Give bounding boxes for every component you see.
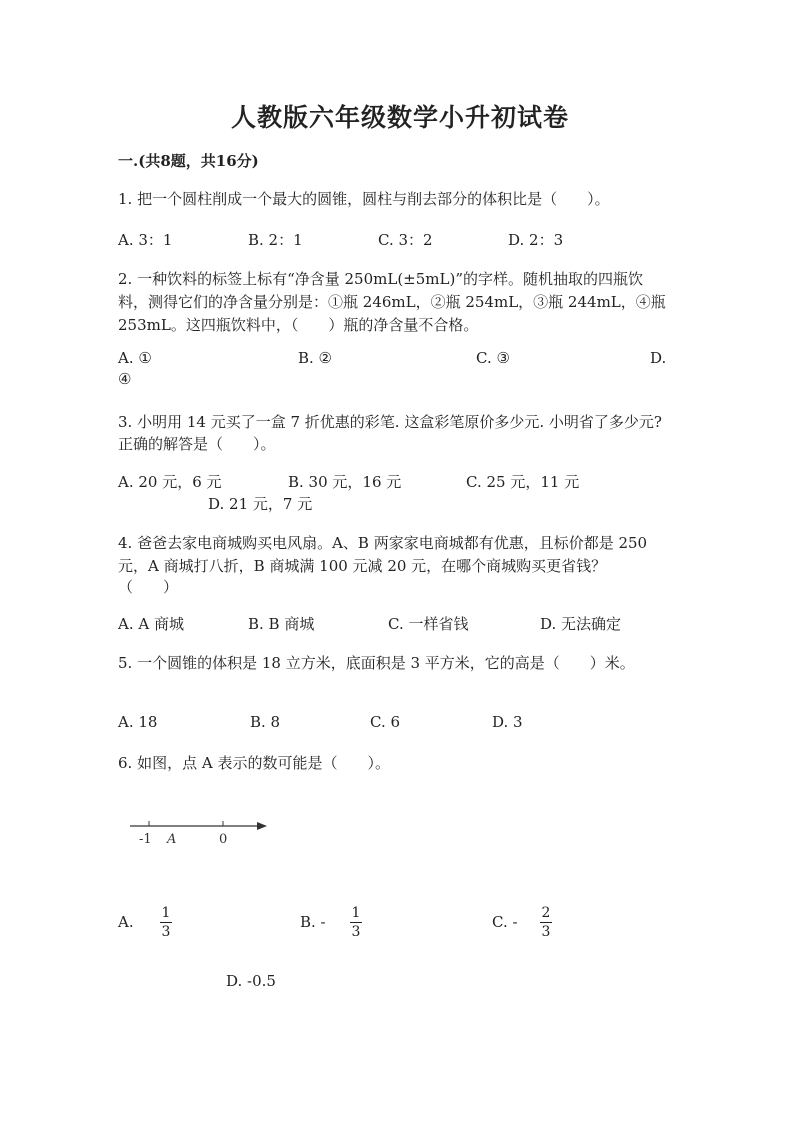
label-minus-one: -1: [139, 832, 152, 847]
fraction-bar: [540, 922, 552, 923]
fraction-numerator: 1: [351, 905, 361, 921]
q4-option-a: A. A 商城: [118, 615, 184, 633]
q4-option-b: B. B 商城: [248, 615, 315, 633]
q2-option-d: D.: [650, 349, 667, 367]
q4-stem-line-2: 元，A 商城打八折，B 商城满 100 元减 20 元，在哪个商城购买更省钱？: [118, 557, 607, 575]
fraction-denominator: 3: [541, 924, 551, 940]
fraction-denominator: 3: [161, 924, 171, 940]
number-line-figure: [125, 816, 275, 852]
exam-title: 人教版六年级数学小升初试卷: [230, 103, 569, 132]
label-zero: 0: [219, 832, 228, 847]
q3-stem-line-2: 正确的解答是（ ）。: [118, 435, 276, 453]
q1-stem: 1. 把一个圆柱削成一个最大的圆锥，圆柱与削去部分的体积比是（ ）。: [118, 190, 610, 208]
q6-option-c-label: C. -: [492, 913, 518, 931]
q6-option-b-label: B. -: [300, 913, 326, 931]
q2-stem-line-2: 料，测得它们的净含量分别是：①瓶 246mL，②瓶 254mL，③瓶 244mL，④瓶: [118, 293, 666, 311]
q2-stem-line-1: 2. 一种饮料的标签上标有“净含量 250mL(±5mL)”的字样。随机抽取的四瓶饮: [118, 270, 644, 288]
label-point-a: A: [167, 832, 177, 847]
q1-option-d: D. 2：3: [508, 231, 564, 249]
q3-option-a: A. 20 元，6 元: [118, 473, 222, 491]
q5-option-b: B. 8: [250, 713, 281, 731]
q5-option-d: D. 3: [492, 713, 523, 731]
q2-option-b: B. ②: [298, 349, 333, 367]
q4-option-c: C. 一样省钱: [388, 615, 469, 633]
section-heading: 一.(共8题，共16分): [118, 152, 259, 170]
q5-option-c: C. 6: [370, 713, 401, 731]
q4-stem-line-3: （ ）: [118, 578, 179, 596]
q2-option-a: A. ①: [118, 349, 152, 367]
q6-option-b-fraction: [350, 905, 362, 940]
q3-option-d: D. 21 元，7 元: [208, 495, 313, 513]
q1-option-c: C. 3：2: [378, 231, 433, 249]
q5-option-a: A. 18: [118, 713, 158, 731]
number-line-arrow: [257, 822, 267, 830]
q6-option-a-fraction: [160, 905, 172, 940]
q4-stem-line-1: 4. 爸爸去家电商城购买电风扇。A、B 两家家电商城都有优惠，且标价都是 250: [118, 534, 648, 552]
q2-option-d-value: ④: [118, 370, 132, 388]
fraction-numerator: 2: [541, 905, 551, 921]
fraction-denominator: 3: [351, 924, 361, 940]
q1-option-a: A. 3：1: [118, 231, 173, 249]
q3-option-b: B. 30 元，16 元: [288, 473, 402, 491]
q2-stem-line-3: 253mL。这四瓶饮料中，（ ）瓶的净含量不合格。: [118, 316, 479, 334]
q2-option-c: C. ③: [476, 349, 510, 367]
fraction-numerator: 1: [161, 905, 171, 921]
q4-option-d: D. 无法确定: [540, 615, 622, 633]
q1-option-b: B. 2：1: [248, 231, 303, 249]
q3-option-c: C. 25 元，11 元: [466, 473, 580, 491]
fraction-bar: [160, 922, 172, 923]
q6-option-a-label: A.: [118, 913, 134, 931]
fraction-bar: [350, 922, 362, 923]
q6-stem: 6. 如图，点 A 表示的数可能是（ ）。: [118, 754, 390, 772]
q3-stem-line-1: 3. 小明用 14 元买了一盒 7 折优惠的彩笔. 这盒彩笔原价多少元. 小明省了多少元?: [118, 413, 662, 431]
q6-option-d: D. -0.5: [226, 972, 276, 990]
q5-stem: 5. 一个圆锥的体积是 18 立方米，底面积是 3 平方米，它的高是（ ）米。: [118, 654, 635, 672]
q6-option-c-fraction: [540, 905, 552, 940]
